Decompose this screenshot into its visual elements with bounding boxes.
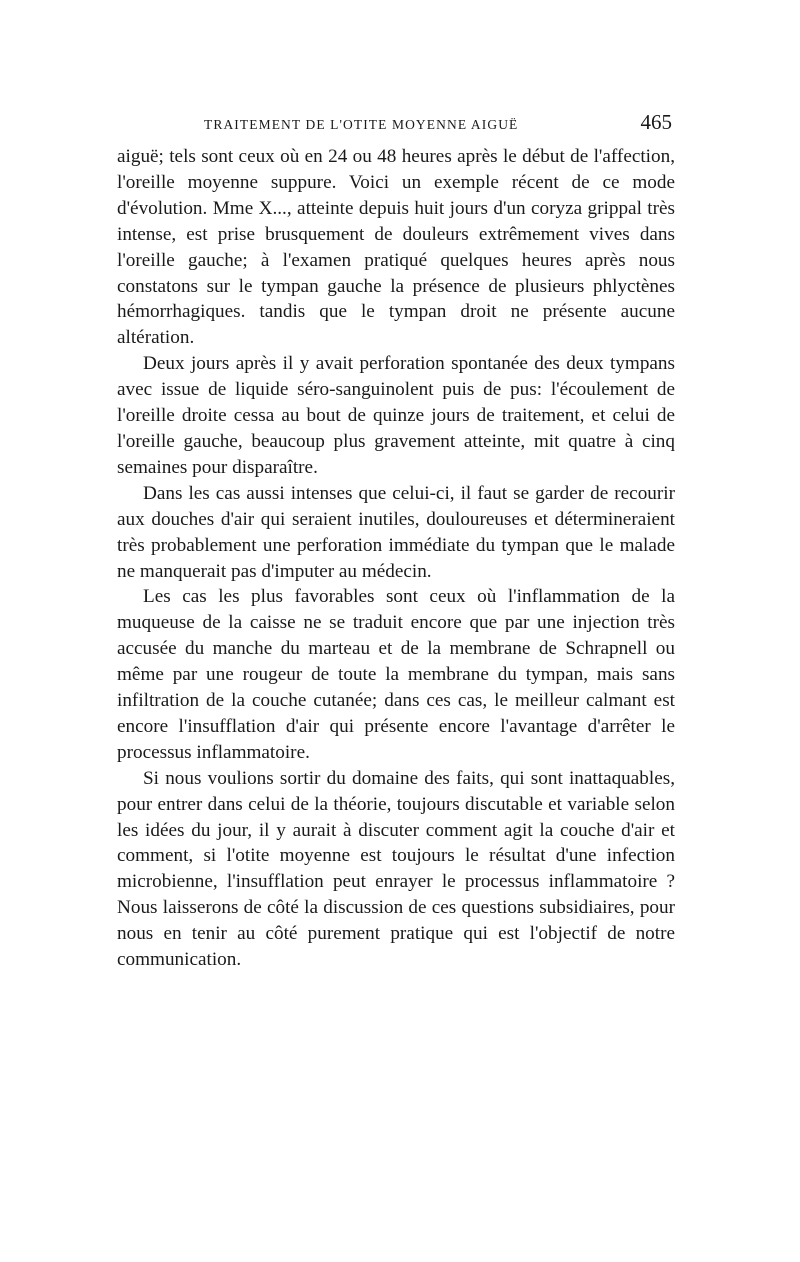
paragraph: Les cas les plus favorables sont ceux où l'inflammation de la muqueuse de la caisse ne se traduit encore que par une injection très accusée du manche du marteau et de la membrane de Schrapnell ou même par une rougeur de toute la membrane du tympan, mais sans infiltration de la couche cutanée; dans ces cas, le meilleur calmant est encore l'insufflation d'air qui présente encore l'avantage d'arrêter le processus inflammatoire. [117, 586, 675, 763]
running-title: TRAITEMENT DE L'OTITE MOYENNE AIGUË [204, 117, 519, 132]
page-number: 465 [640, 110, 672, 134]
paragraph: Deux jours après il y avait perforation spontanée des deux tympans avec issue de liquide séro-sanguinolent puis de pus: l'écoulement de l'oreille droite cessa au bout de quinze jours de traitement, et celui de l'oreille gauche, beaucoup plus gravement atteinte, mit quatre à cinq semaines pour disparaître. [117, 353, 675, 478]
body-text [117, 144, 675, 973]
paragraph: Si nous voulions sortir du domaine des faits, qui sont inattaquables, pour entrer dans celui de la théorie, toujours discutable et variable selon les idées du jour, il y aurait à discuter comment agit la couche d'air et comment, si l'otite moyenne est toujours le résultat d'une infection microbienne, l'insufflation peut enrayer le processus inflammatoire ? Nous laisserons de côté la discussion de ces questions subsidiaires, pour nous en tenir au côté purement pratique qui est l'objectif de notre communication. [117, 767, 675, 971]
page-header [117, 110, 675, 144]
paragraph: Dans les cas aussi intenses que celui-ci, il faut se garder de recourir aux douches d'air qui seraient inutiles, douloureuses et détermineraient très probablement une perforation immédiate du tympan que le malade ne manquerait pas d'imputer au médecin. [117, 482, 675, 582]
book-page [117, 110, 675, 973]
paragraph-continued: aiguë; tels sont ceux où en 24 ou 48 heures après le début de l'affection, l'oreille moyenne suppure. Voici un exemple récent de ce mode d'évolution. Mme X..., atteinte depuis huit jours d'un coryza grippal très intense, est prise brusquement de douleurs extrêmement vives dans l'oreille gauche; à l'examen pratiqué quelques heures après nous constatons sur le tympan gauche la présence de plusieurs phlyctènes hémorrhagiques. tandis que le tympan droit ne présente aucune altération. [117, 146, 675, 349]
